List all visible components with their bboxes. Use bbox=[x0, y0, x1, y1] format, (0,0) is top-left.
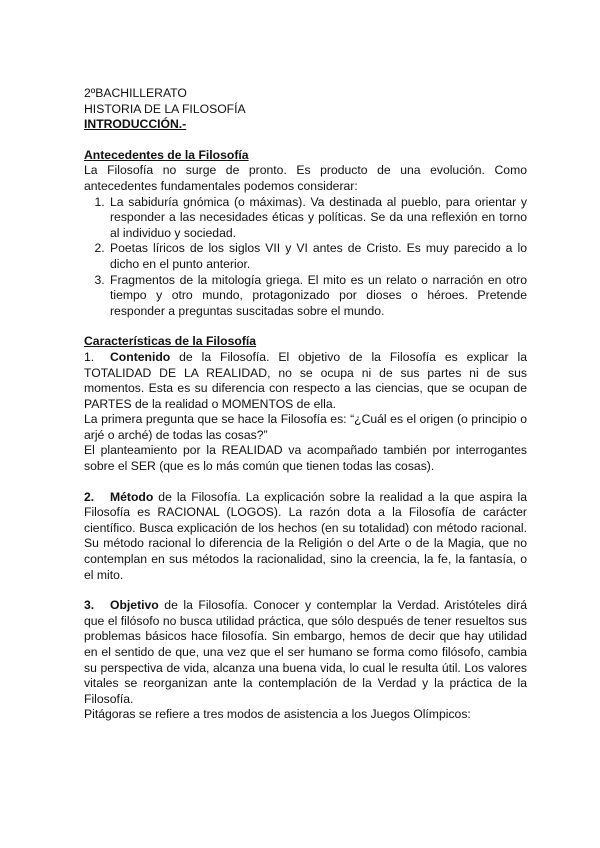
contenido-text: de la Filosofía. El objetivo de la Filosofía es explicar la TOTALIDAD DE LA REALIDAD, no se ocupa ni de sus partes ni de sus momentos. Esta es su diferencia con respecto a las ciencias, que se ocupan de PARTES de la realidad o MOMENTOS de ella. bbox=[84, 349, 527, 411]
document-title: INTRODUCCIÓN.- bbox=[84, 117, 187, 132]
pitagoras-paragraph: Pitágoras se refiere a tres modos de asistencia a los Juegos Olímpicos: bbox=[84, 707, 471, 722]
primera-pregunta-paragraph: La primera pregunta que se hace la Filosofía es: “¿Cuál es el origen (o principio o arjé o arché) de todas las cosas?” bbox=[84, 412, 527, 442]
course-label: 2ºBACHILLERATO bbox=[84, 86, 187, 100]
paragraph-number: 2. bbox=[84, 489, 95, 504]
subject-label: HISTORIA DE LA FILOSOFÍA bbox=[84, 101, 246, 116]
antecedentes-list bbox=[84, 195, 527, 320]
metodo-paragraph bbox=[84, 490, 527, 584]
metodo-text: de la Filosofía. La explicación sobre la realidad a la que aspira la Filosofía es RACIONAL (LOGOS). La razón dota a la Filosofía de carácter científico. Busca explicación de los hechos (en su totalidad) con método racional. Su método racional lo diferencia de la Religión o del Arte o de la Magia, que no contemplan en sus métodos la racionalidad, sino la creencia, la fe, la fantasía, o el mito. bbox=[84, 489, 527, 582]
objetivo-text: de la Filosofía. Conocer y contemplar la Verdad. Aristóteles dirá que el filósofo no busca utilidad práctica, que sólo después de tener resueltos sus problemas básicos hace filosofía. Sin embargo, hemos de decir que hay utilidad en el sentido de que, una vez que el ser humano se forma como filósofo, cambia su perspectiva de vida, alcanza una buena vida, lo cual le resulta útil. Los valores vitales se reorganizan ante la contemplación de la Verdad y la práctica de la Filosofía. bbox=[84, 598, 527, 706]
antecedentes-heading: Antecedentes de la Filosofía bbox=[84, 147, 249, 162]
objetivo-paragraph bbox=[84, 598, 527, 707]
contenido-paragraph bbox=[84, 350, 527, 412]
paragraph-number: 1. bbox=[84, 349, 95, 364]
list-item: 3. Fragmentos de la mitología griega. El mito es un relato o narración en otro tiempo y otro mundo, protagonizado por dioses o héroes. Pretende responder a preguntas suscitadas sobre el mundo. bbox=[108, 273, 527, 320]
contenido-term: Contenido bbox=[110, 349, 171, 364]
objetivo-term: Objetivo bbox=[110, 598, 159, 613]
document-page bbox=[84, 86, 527, 723]
paragraph-number: 3. bbox=[84, 598, 95, 613]
antecedentes-intro: La Filosofía no surge de pronto. Es producto de una evolución. Como antecedentes fundamentales podemos considerar: bbox=[84, 163, 527, 193]
metodo-term: Método bbox=[110, 489, 154, 504]
caracteristicas-heading: Características de la Filosofía bbox=[84, 334, 257, 349]
planteamiento-paragraph: El planteamiento por la REALIDAD va acompañado también por interrogantes sobre el SER (que es lo más común que tienen todas las cosas). bbox=[84, 443, 527, 474]
list-item: 1. La sabiduría gnómica (o máximas). Va destinada al pueblo, para orientar y responder a las necesidades éticas y políticas. Se da una reflexión en torno al individuo y sociedad. bbox=[108, 195, 527, 242]
list-item: 2. Poetas líricos de los siglos VII y VI antes de Cristo. Es muy parecido a lo dicho en el punto anterior. bbox=[108, 241, 527, 272]
